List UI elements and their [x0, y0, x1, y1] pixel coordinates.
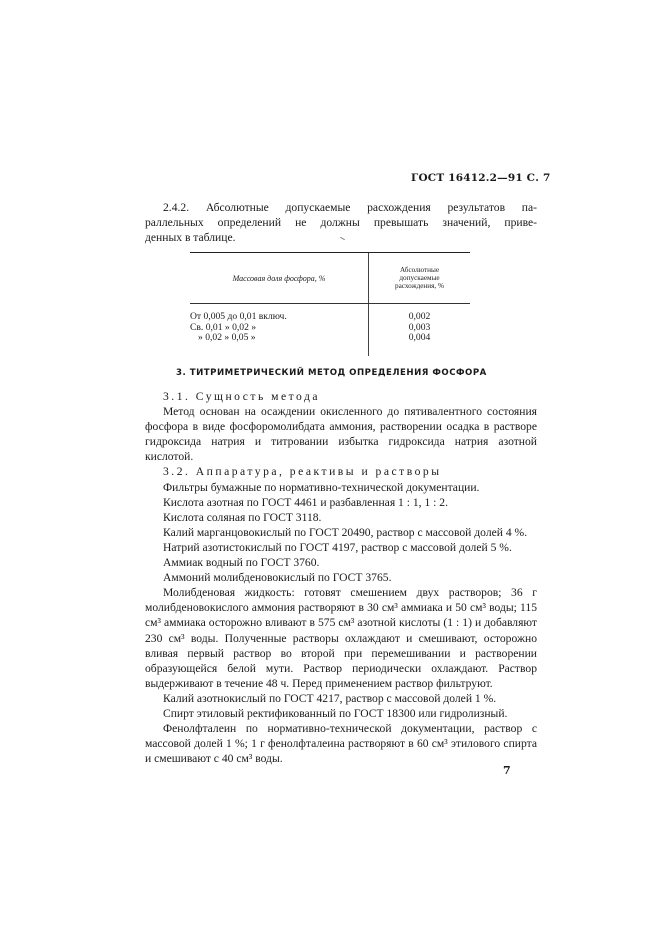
- page-number: 7: [503, 764, 511, 777]
- column-header: Абсолютные допускаемые расхождения, %: [368, 253, 470, 303]
- section-3-body: [145, 389, 537, 766]
- list-item: Кислота азотная по ГОСТ 4461 и разбавленная 1 : 1, 1 : 2.: [163, 495, 448, 509]
- range-column: [190, 304, 368, 356]
- list-item: Калий азотнокислый по ГОСТ 4217, раствор с массовой долей 1 %.: [163, 691, 497, 705]
- table-cell: 0,003: [408, 321, 431, 333]
- table-cell: » 0,02 » 0,05 »: [198, 332, 256, 343]
- value-column: [368, 304, 470, 356]
- text-line: 2.4.2. Абсолютные допускаемые расхождения результатов па-: [163, 201, 537, 214]
- running-header: ГОСТ 16412.2—91 С. 7: [411, 172, 551, 184]
- table-cell: От 0,005 до 0,01 включ.: [190, 311, 287, 322]
- tolerance-table: [190, 252, 470, 356]
- list-item: Фенолфталеин по нормативно-технической документации, раствор с массовой долей 1 %; 1 г фенолфталеина растворяют в 60 см³ этилового спирта и смешивают с 40 см³ воды.: [145, 722, 537, 766]
- list-item: Аммиак водный по ГОСТ 3760.: [163, 556, 320, 570]
- subsection-heading: 3.1. Сущность метода: [163, 390, 321, 403]
- list-item: Кислота соляная по ГОСТ 3118.: [163, 510, 322, 524]
- table-cell: Св. 0,01 » 0,02 »: [190, 321, 257, 333]
- list-item: Спирт этиловый ректификованный по ГОСТ 18300 или гидролизный.: [163, 706, 508, 720]
- list-item: Молибденовая жидкость: готовят смешением двух растворов; 36 г молибденовокислого аммония растворяют в 30 см³ аммиака и 50 см³ воды; 115 см³ аммиака осторожно вливают в 575 см³ азотной кислоты (1 : 1) и добавляют 230 см³ воды. Полученные растворы охлаждают и смешивают, осторожно вливая первый раствор во второй при перемешивании и растворении образующейся белой мути. Раствор периодически охлаждают. Раствор выдерживают в течение 48 ч. Перед применением раствор фильтруют.: [145, 586, 537, 690]
- column-header: Массовая доля фосфора, %: [232, 273, 326, 283]
- table-cell: 0,002: [408, 311, 431, 322]
- text-line: денных в таблице.: [145, 231, 236, 245]
- list-item: Калий марганцовокислый по ГОСТ 20490, раствор с массовой долей 4 %.: [163, 525, 528, 539]
- paragraph: Метод основан на осаждении окисленного до пятивалентного состояния фосфора в виде фосфоромолибдата аммония, растворении осадка в растворе гидроксида натрия и титровании избытка гидроксида натрия азотной кислотой.: [145, 405, 537, 464]
- text-line: раллельных определений не должны превышать значений, приве-: [145, 216, 537, 230]
- table-header: [190, 253, 470, 304]
- list-item: Натрий азотистокислый по ГОСТ 4197, раствор с массовой долей 5 %.: [163, 540, 512, 554]
- list-item: Аммоний молибденовокислый по ГОСТ 3765.: [163, 571, 392, 585]
- list-item: Фильтры бумажные по нормативно-технической документации.: [163, 480, 480, 494]
- table-cell: 0,004: [408, 332, 431, 343]
- section-title: 3. ТИТРИМЕТРИЧЕСКИЙ МЕТОД ОПРЕДЕЛЕНИЯ ФОСФОРА: [176, 368, 487, 378]
- subsection-heading: 3.2. Аппаратура, реактивы и растворы: [163, 465, 442, 479]
